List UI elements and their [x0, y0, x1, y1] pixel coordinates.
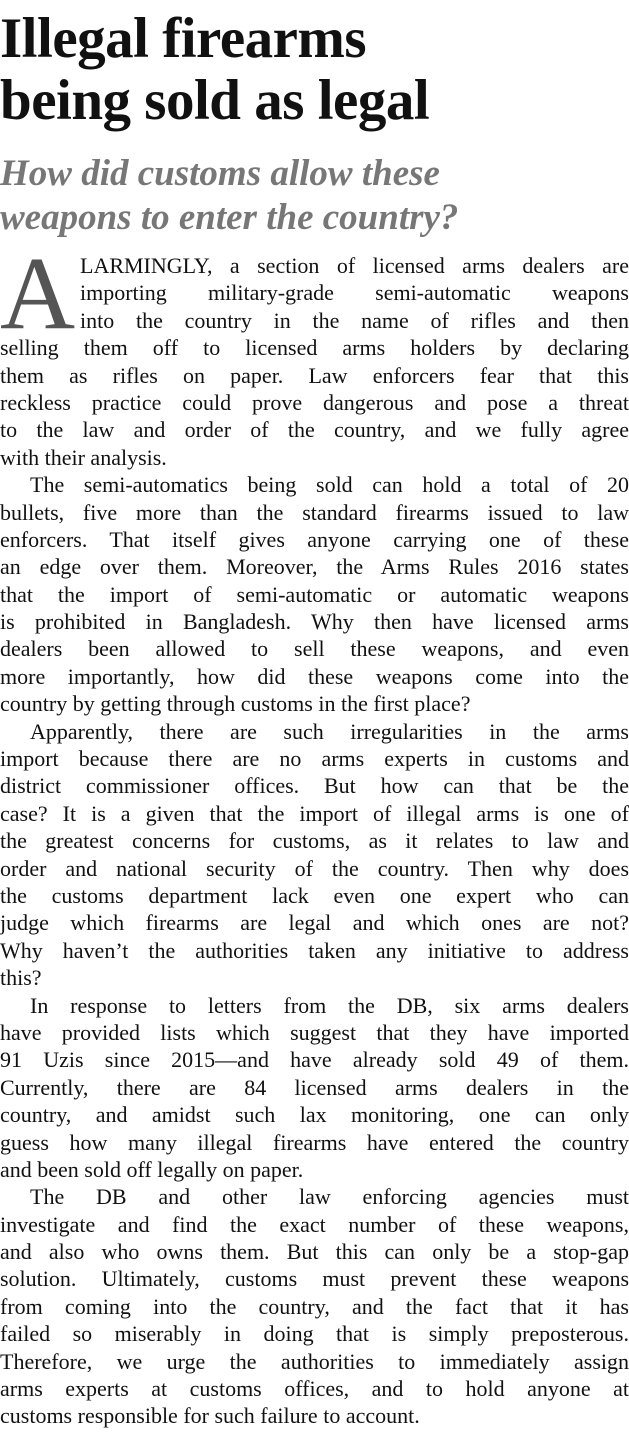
article-line: this?	[0, 965, 42, 991]
article-line: case? It is a given that the import of illegal arms is one of	[0, 800, 629, 826]
article-line: an edge over them. Moreover, the Arms Rules 2016 states	[0, 554, 629, 580]
article-line: reckless practice could prove dangerous and pose a threat	[0, 389, 629, 415]
subheadline	[0, 152, 629, 240]
article-line: Apparently, there are such irregularities in the arms	[30, 718, 629, 744]
article-line: customs responsible for such failure to account.	[0, 1403, 420, 1429]
article-line: import because there are no arms experts in customs and	[0, 746, 629, 772]
article-line: the greatest concerns for customs, as it relates to law and	[0, 828, 629, 854]
article-line: In response to letters from the DB, six arms dealers	[30, 992, 629, 1018]
article-line: more importantly, how did these weapons come into the	[0, 663, 629, 689]
article-line: judge which firearms are legal and which ones are not?	[0, 910, 629, 936]
article-line: and been sold off legally on paper.	[0, 1156, 304, 1182]
article-line: to the law and order of the country, and we fully agree	[0, 417, 629, 443]
headline-line: Illegal firearms	[0, 7, 367, 70]
article-line: them as rifles on paper. Law enforcers fear that this	[0, 362, 629, 388]
subheadline-line: How did customs allow these	[0, 153, 440, 194]
article-line: have provided lists which suggest that they have imported	[0, 1019, 629, 1045]
headline-line: being sold as legal	[0, 69, 430, 132]
article-line: with their analysis.	[0, 444, 167, 470]
article-line: solution. Ultimately, customs must prevent these weapons	[0, 1266, 629, 1292]
article-line: is prohibited in Bangladesh. Why then have licensed arms	[0, 609, 629, 635]
article-line: country by getting through customs in the first place?	[0, 691, 471, 717]
article-body	[0, 236, 629, 1430]
article-line: Therefore, we urge the authorities to immediately assign	[0, 1348, 629, 1374]
article-line: selling them off to licensed arms holders by declaring	[0, 335, 629, 361]
article-line: guess how many illegal firearms have entered the country	[0, 1129, 629, 1155]
article-line: and also who owns them. But this can only be a stop-gap	[0, 1239, 629, 1265]
headline	[0, 8, 629, 132]
article-line: bullets, five more than the standard firearms issued to law	[0, 499, 629, 525]
article-line: investigate and find the exact number of these weapons,	[0, 1211, 629, 1237]
article-line: importing military-grade semi-automatic weapons	[80, 280, 629, 306]
article-line: failed so miserably in doing that is simply preposterous.	[0, 1321, 629, 1347]
article-line: from coming into the country, and the fact that it has	[0, 1293, 629, 1319]
article-line: LARMINGLY, a section of licensed arms dealers are	[80, 253, 629, 278]
article-line: the customs department lack even one expert who can	[0, 882, 629, 908]
article-line: Why haven’t the authorities taken any initiative to address	[0, 937, 629, 963]
subheadline-line: weapons to enter the country?	[0, 197, 459, 238]
article-line: enforcers. That itself gives anyone carrying one of these	[0, 526, 629, 552]
drop-cap: A	[0, 236, 76, 351]
article-line: that the import of semi-automatic or automatic weapons	[0, 581, 629, 607]
article-line: dealers been allowed to sell these weapons, and even	[0, 636, 629, 662]
article-line: 91 Uzis since 2015—and have already sold 49 of them.	[0, 1047, 629, 1073]
article-line: arms experts at customs offices, and to hold anyone at	[0, 1376, 629, 1402]
article-line: Currently, there are 84 licensed arms dealers in the	[0, 1074, 629, 1100]
article-line: into the country in the name of rifles and then	[80, 307, 629, 333]
article-line: district commissioner offices. But how can that be the	[0, 773, 629, 799]
article-line: order and national security of the country. Then why does	[0, 855, 629, 881]
article-line: The DB and other law enforcing agencies must	[30, 1184, 629, 1210]
article-line: country, and amidst such lax monitoring, one can only	[0, 1102, 629, 1128]
article-line: The semi-automatics being sold can hold a total of 20	[30, 472, 629, 498]
